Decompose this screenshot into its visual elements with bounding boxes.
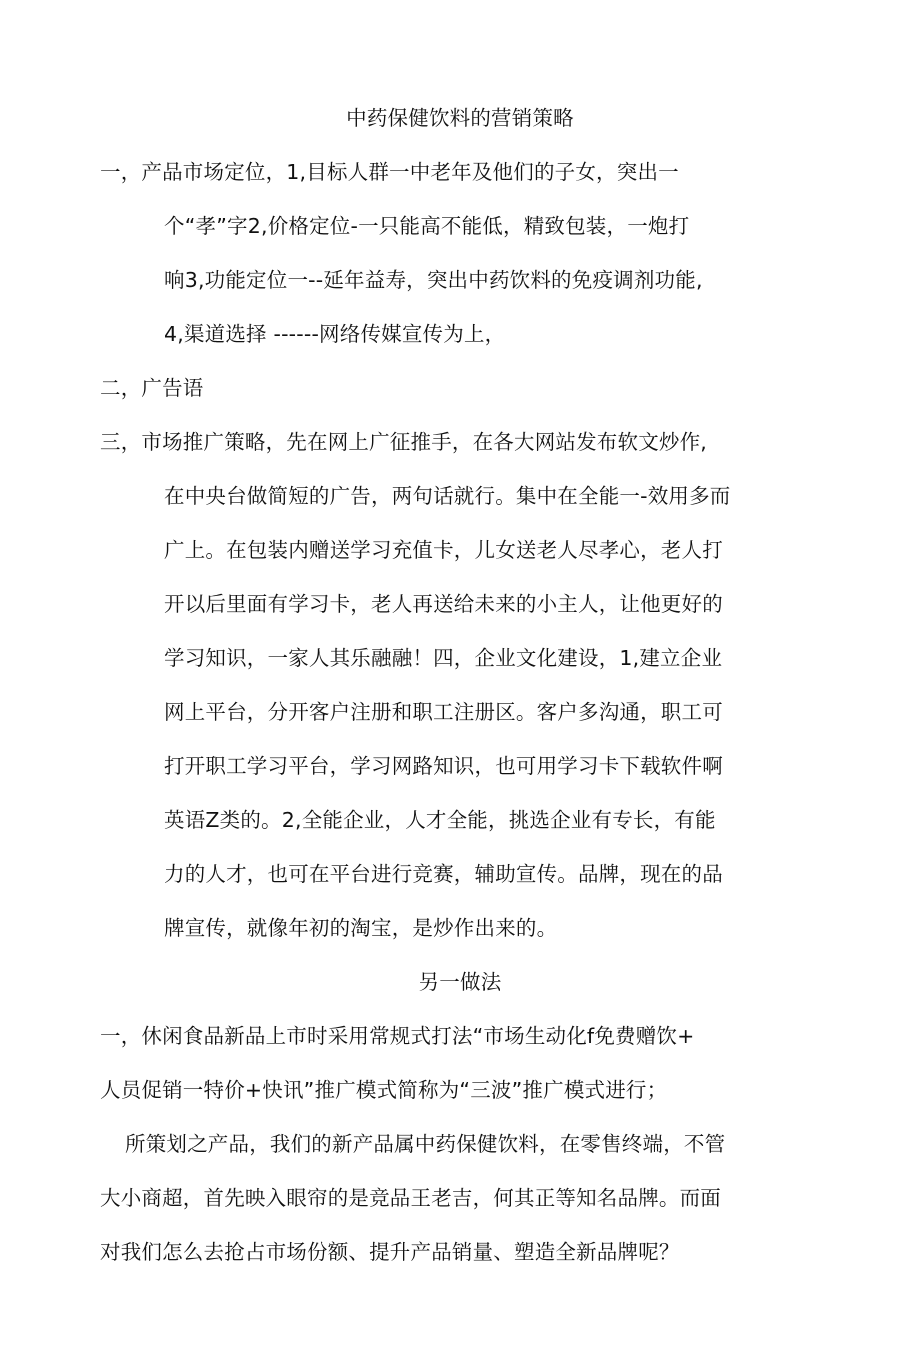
section3-line-9: 力的人才，也可在平台进行竞赛，辅助宣传。品牌，现在的品 — [164, 862, 723, 886]
section3-line-7: 打开职工学习平台，学习网路知识，也可用学习卡下载软件啊 — [164, 754, 723, 778]
document-subtitle: 另一做法 — [418, 970, 502, 994]
section3-line-10: 牌宣传，就像年初的淘宝，是炒作出来的。 — [164, 916, 558, 940]
section1-line-3: 响3,功能定位一--延年益寿，突出中药饮料的免疫调剂功能, — [164, 268, 703, 292]
section5-line-3: 对我们怎么去抢占市场份额、提升产品销量、塑造全新品牌呢？ — [100, 1240, 680, 1264]
section3-line-3: 广上。在包装内赠送学习充值卡，儿女送老人尽孝心，老人打 — [164, 538, 723, 562]
section3-line-1: 三，市场推广策略，先在网上广征推手，在各大网站发布软文炒作, — [100, 430, 708, 454]
section3-line-6: 网上平台，分开客户注册和职工注册区。客户多沟通，职工可 — [164, 700, 723, 724]
section4-line-2: 人员促销一特价+快讯”推广模式简称为“三波”推广模式进行； — [100, 1078, 668, 1102]
section3-line-5: 学习知识，一家人其乐融融！四，企业文化建设，1,建立企业 — [164, 646, 723, 670]
section1-line-1: 一，产品市场定位，1,目标人群一中老年及他们的子女，突出一 — [100, 160, 679, 184]
section3-line-2: 在中央台做简短的广告，两句话就行。集中在全能一-效用多而 — [164, 484, 731, 508]
section3-line-4: 开以后里面有学习卡，老人再送给未来的小主人，让他更好的 — [164, 592, 723, 616]
section1-line-2: 个“孝”字2,价格定位-一只能高不能低，精致包装，一炮打 — [164, 214, 690, 238]
document-title: 中药保健饮料的营销策略 — [346, 106, 574, 130]
section1-line-4: 4,渠道选择 ------网络传媒宣传为上， — [164, 322, 506, 346]
section4-line-1: 一，休闲食品新品上市时采用常规式打法“市场生动化f免费赠饮+ — [100, 1024, 695, 1048]
section5-line-1: 所策划之产品，我们的新产品属中药保健饮料，在零售终端，不管 — [125, 1132, 726, 1156]
section3-line-8: 英语Z类的。2,全能企业，人才全能，挑选企业有专长，有能 — [164, 808, 716, 832]
section2-heading: 二，广告语 — [100, 376, 204, 400]
section5-line-2: 大小商超，首先映入眼帘的是竞品王老吉，何其正等知名品牌。而面 — [100, 1186, 721, 1210]
